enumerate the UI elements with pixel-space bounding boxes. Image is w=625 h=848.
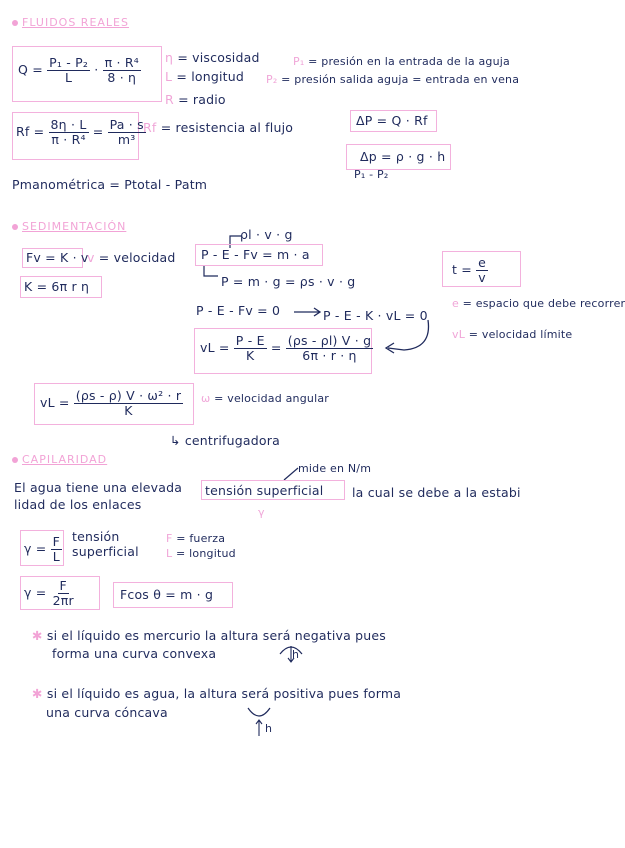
- gamma-mark: γ: [258, 506, 265, 519]
- fv-formula: Fv = K · v: [26, 250, 89, 265]
- def-f: F = fuerza: [166, 532, 226, 545]
- balance-formula-2: P - E - K · vL = 0: [323, 308, 428, 323]
- manometric-pressure: Pmanométrica = Ptotal - Patm: [12, 177, 208, 192]
- def-vl: vL = velocidad límite: [452, 328, 573, 341]
- units-note: mide en N/m: [298, 462, 372, 475]
- def-v: v = velocidad: [87, 250, 176, 265]
- star-bullet-icon: ✱: [32, 628, 43, 643]
- def-r: R = radio: [165, 92, 226, 107]
- bullet-water: ✱ si el líquido es agua, la altura será positiva pues forma: [32, 686, 402, 701]
- implies-arrow-icon: [293, 306, 323, 318]
- height-label-2: h: [265, 722, 273, 735]
- resistance-formula: Rf = $\frac{8\eta \cdot L}{\text{π · R⁴}}$ = $\frac{Pa \cdot s}{\text{m³}}$: [16, 117, 144, 147]
- terminal-velocity-formula: vL = $\frac{P - E}{K}$ = $\frac{(\rho s - \rho l) V \cdot g}{6\pi \cdot r \cdot \eta}$: [200, 333, 372, 363]
- bullet-dot-icon: [12, 20, 18, 26]
- convex-curve-icon: [276, 640, 306, 666]
- fcos-formula: Fcos θ = m · g: [120, 587, 214, 602]
- dp-formula: ΔP = Q · Rf: [356, 113, 428, 128]
- bullet-dot-icon: [12, 224, 18, 230]
- def-omega: ω = velocidad angular: [201, 392, 329, 405]
- def-eta: η = viscosidad: [165, 50, 260, 65]
- def-l: L = longitud: [165, 69, 245, 84]
- centrifuge-formula: vL = $\frac{\text{(ρs - ρ) V · ω² · r}}{K}$: [40, 388, 182, 418]
- curved-arrow-icon: [380, 318, 440, 358]
- tension-term: tensión superficial: [205, 483, 324, 498]
- section-heading-sedimentacion: SEDIMENTACIÓN: [12, 220, 126, 233]
- buoyancy-label: ρl · v · g: [240, 227, 293, 242]
- section-heading-fluidos: FLUIDOS REALES: [12, 16, 129, 29]
- gamma-desc-2: superficial: [72, 544, 139, 559]
- bullet-water-line2: una curva cóncava: [46, 705, 168, 720]
- def-e: e = espacio que debe recorrer: [452, 297, 625, 310]
- weight-arrow-icon: [200, 266, 220, 282]
- fraction-radius: $\frac{\text{π · R⁴}}{8 \cdot \eta}$: [104, 55, 139, 85]
- centrifuge-note: ↳ centrifugadora: [170, 433, 280, 448]
- fraction-pressure: $\frac{\text{P₁ - P₂}}{L}$: [49, 55, 89, 85]
- poiseuille-formula: Q = $\frac{\text{P₁ - P₂}}{L}$ · $\frac{\text{π · R⁴}}{8 \cdot \eta}$: [18, 55, 139, 85]
- capillarity-text-line1b: la cual se debe a la estabi: [352, 485, 521, 500]
- time-formula: t = $\frac{e}{v}$: [452, 255, 487, 285]
- capillarity-text-line1a: El agua tiene una elevada: [14, 480, 183, 495]
- bullet-dot-icon: [12, 457, 18, 463]
- balance-formula: P - E - Fv = 0: [196, 303, 281, 318]
- capillarity-text-line2: lidad de los enlaces: [14, 497, 142, 512]
- forces-formula: P - E - Fv = m · a: [201, 247, 310, 262]
- dp2-formula: Δp = ρ · g · h: [360, 149, 446, 164]
- bullet-mercury-line2: forma una curva convexa: [52, 646, 217, 661]
- section-heading-capilaridad: CAPILARIDAD: [12, 453, 107, 466]
- gamma-formula: γ = $\frac{F}{L}$: [24, 534, 61, 564]
- height-label-1: h: [292, 648, 300, 661]
- bullet-mercury: ✱ si el líquido es mercurio la altura será negativa pues: [32, 628, 387, 643]
- def-p1: P₁ = presión en la entrada de la aguja: [293, 55, 510, 68]
- def-l-cap: L = longitud: [166, 547, 236, 560]
- star-bullet-icon: ✱: [32, 686, 43, 701]
- gamma-desc-1: tensión: [72, 529, 120, 544]
- gamma2-formula: γ = $\frac{F}{2\pi r}$: [24, 578, 74, 608]
- k-formula: K = 6π r η: [24, 279, 90, 294]
- dp2-subscript: P₁ - P₂: [354, 168, 389, 181]
- def-rf: Rf = resistencia al flujo: [143, 120, 294, 135]
- def-p2: P₂ = presión salida aguja = entrada en vena: [266, 73, 520, 86]
- weight-formula: P = m · g = ρs · v · g: [221, 274, 356, 289]
